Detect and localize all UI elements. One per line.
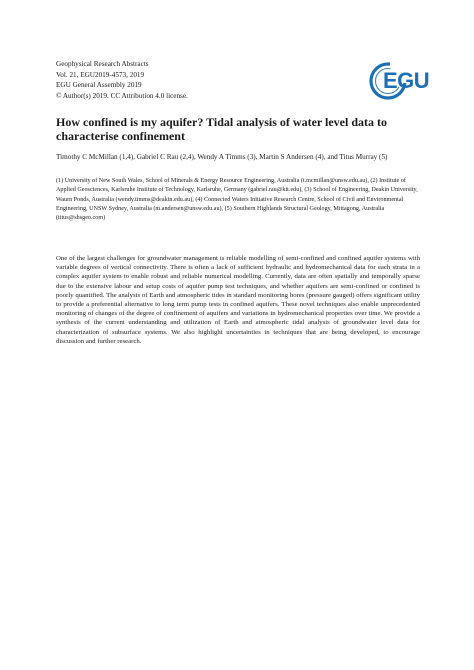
paper-title: How confined is my aquifer? Tidal analysis of water level data to characterise confinement — [56, 115, 388, 143]
volume-info: Vol. 21, EGU2019-4573, 2019 — [56, 70, 145, 79]
publication-header — [56, 59, 188, 101]
journal-name: Geophysical Research Abstracts — [56, 60, 149, 68]
abstract-text: One of the largest challenges for groundwater management is reliable modelling of semi-confined and confined aquifer systems with variable degrees of vertical connectivity. There is often a lack of sufficient hydraulic and hydromechanical data for each strata in a complex aquifer system to enable robust and reliable numerical modelling. Currently, data are often spatially and temporally sparse due to the extensive labour and setup costs of aquifer pump test techniques, and whether aquifers are semi-confined or confined is poorly quantified. The analysis of Earth and atmospheric tides in standard monitoring bores (pressure gauged) offers significant utility to provide a preferential alternative to long term pump tests in confined aquifers. These novel techniques also enable unprecedented monitoring of changes of the degree of confinement of aquifers and variations in hydromechanical properties over time. We provide a synthesis of the current understanding and utilization of Earth and atmospheric tidal analysis of groundwater level data for characterization of subsurface systems. We also highlight uncertainties in techniques that are being developed, to encourage discussion and further research. — [56, 255, 420, 345]
author-list: Timothy C McMillan (1,4), Gabriel C Rau (2,4), Wendy A Timms (3), Martin S Andersen (4), and Titus Murray (5) — [56, 153, 388, 161]
license-info: © Author(s) 2019. CC Attribution 4.0 license. — [56, 91, 188, 100]
egu-logo-text: EGU — [383, 68, 430, 93]
affiliations: (1) University of New South Wales, School of Minerals & Energy Resource Engineering, Australia (t.mcmillan@unsw.edu.au), (2) Institute of Applied Geosciences, Karlsruhe Institute of Technology, Karlsruhe, Germany (gabriel.rau@kit.edu), (3) School of Engineering, Deakin University, Waurn Ponds, Australia (wendy.timms@deakin.edu.au), (4) Connected Waters Initiative Research Centre, School of Civil and Environmental Engineering, UNSW Sydney, Australia (m.andersen@unsw.edu.au), (5) Southern Highlands Structural Geology, Mittagong, Australia (titus@shsgeo.com) — [56, 178, 418, 222]
egu-logo — [360, 60, 430, 110]
assembly-name: EGU General Assembly 2019 — [56, 81, 142, 90]
